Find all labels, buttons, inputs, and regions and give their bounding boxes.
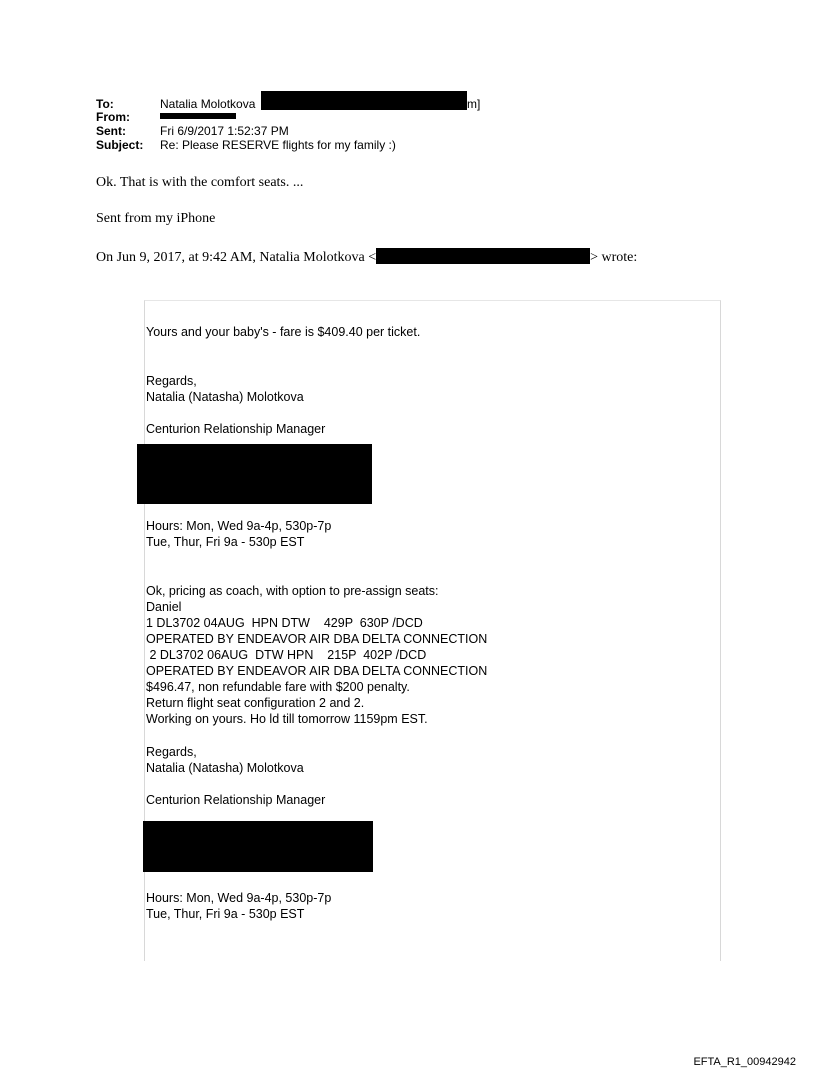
regards-2: Regards, [146,745,197,759]
hours-2a: Hours: Mon, Wed 9a-4p, 530p-7p [146,891,332,905]
contact-redaction-1 [137,444,372,504]
signature-name-2: Natalia (Natasha) Molotkova [146,761,304,775]
sent-label: Sent: [96,124,126,138]
itinerary-line: Daniel [146,600,182,614]
from-value-redaction [160,113,236,119]
contact-redaction-2 [143,821,373,872]
reply-text: Ok. That is with the comfort seats. ... [96,175,304,190]
subject-value: Re: Please RESERVE flights for my family :) [160,138,396,152]
hours-1b: Tue, Thur, Fri 9a - 530p EST [146,535,305,549]
itinerary-line: OPERATED BY ENDEAVOR AIR DBA DELTA CONNECTION [146,632,488,646]
quote-intro [96,248,637,266]
signature-name-1: Natalia (Natasha) Molotkova [146,390,304,404]
sent-value: Fri 6/9/2017 1:52:37 PM [160,124,289,138]
itinerary-line: 2 DL3702 06AUG DTW HPN 215P 402P /DCD [146,648,427,662]
itinerary-line: Return flight seat configuration 2 and 2. [146,696,365,710]
to-label: To: [96,97,114,111]
fare-line: Yours and your baby's - fare is $409.40 per ticket. [146,325,421,339]
subject-label: Subject: [96,138,144,152]
itinerary-line: 1 DL3702 04AUG HPN DTW 429P 630P /DCD [146,616,423,630]
to-value: Natalia Molotkova [160,97,256,111]
itinerary-line: $496.47, non refundable fare with $200 penalty. [146,680,410,694]
regards-1: Regards, [146,374,197,388]
quote-intro-prefix: On Jun 9, 2017, at 9:42 AM, Natalia Molotkova < [96,250,377,265]
to-address-suffix: m] [467,97,481,111]
from-label: From: [96,110,130,124]
signature-title-1: Centurion Relationship Manager [146,422,326,436]
itinerary-line: OPERATED BY ENDEAVOR AIR DBA DELTA CONNECTION [146,664,488,678]
document-id: EFTA_R1_00942942 [693,1056,796,1068]
email-redaction [376,248,590,264]
hours-2b: Tue, Thur, Fri 9a - 530p EST [146,907,305,921]
quote-intro-suffix: > wrote: [590,250,638,265]
itinerary-line: Working on yours. Ho ld till tomorrow 1159pm EST. [146,712,428,726]
itinerary-line: Ok, pricing as coach, with option to pre-assign seats: [146,584,439,598]
signature-title-2: Centurion Relationship Manager [146,793,326,807]
hours-1a: Hours: Mon, Wed 9a-4p, 530p-7p [146,519,332,533]
to-address-redaction [261,91,467,110]
sent-from-iphone: Sent from my iPhone [96,211,216,226]
